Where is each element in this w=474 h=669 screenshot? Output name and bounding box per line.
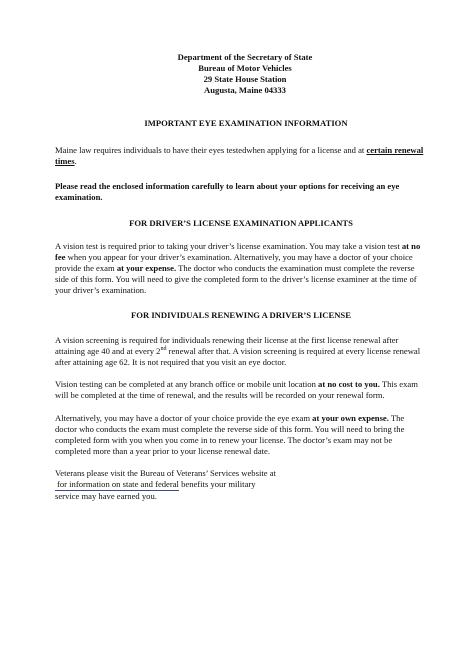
veterans-line-1: Veterans please visit the Bureau of Veterans’ Services website at bbox=[55, 468, 276, 478]
veterans-line-3: service may have earned you. bbox=[55, 491, 157, 501]
letterhead bbox=[63, 52, 427, 96]
renewal-times-text: certain renewal times bbox=[55, 145, 424, 166]
intro-paragraph bbox=[55, 145, 427, 167]
applicants-text-b: when you appear for your driver’s examination. Alternatively, you may have a doctor of your choice provide the exam bbox=[55, 252, 413, 273]
vision-testing-paragraph bbox=[55, 379, 427, 401]
notice-paragraph: Please read the enclosed information carefully to learn about your options for receiving an eye examination. bbox=[55, 181, 400, 202]
applicants-text-c: The doctor who conducts the examination must complete the reverse side of this form. You will need to give the completed form to the driver’s license examiner at the time of your driver’s examination. bbox=[55, 263, 417, 295]
own-expense-text: at your own expense. bbox=[312, 413, 389, 423]
header-bureau: Bureau of Motor Vehicles bbox=[198, 63, 292, 73]
document-page bbox=[55, 52, 427, 502]
section-title-renewing: FOR INDIVIDUALS RENEWING A DRIVER’S LICENSE bbox=[131, 310, 351, 320]
applicants-paragraph bbox=[55, 241, 427, 296]
doctor-text-a: Alternatively, you may have a doctor of your choice provide the eye exam bbox=[55, 413, 313, 423]
vision-text-b: This exam will be completed at the time of renewal, and the results will be recorded on your renewal form. bbox=[55, 379, 418, 400]
ordinal-suffix: nd bbox=[160, 346, 167, 353]
header-station: 29 State House Station bbox=[203, 74, 287, 84]
no-fee-text: at no fee bbox=[55, 241, 421, 262]
intro-text: Maine law requires individuals to have their eyes testedwhen applying for a license and at bbox=[55, 145, 367, 155]
no-cost-text: at no cost to you. bbox=[318, 379, 380, 389]
intro-period: . bbox=[74, 156, 77, 166]
doctor-text-b: The doctor who conducts the exam must complete the reverse side of this form. You will need to bring the completed form with you when you come in to renew your license. The doctor’s exam may not be completed more than a year prior to your license renewal date. bbox=[55, 413, 405, 456]
section-title-applicants: FOR DRIVER’S LICENSE EXAMINATION APPLICANTS bbox=[129, 218, 353, 228]
at-your-expense-text: at your expense. bbox=[116, 263, 177, 273]
veterans-paragraph bbox=[55, 468, 427, 502]
vision-text-a: Vision testing can be completed at any branch office or mobile unit location bbox=[55, 379, 319, 389]
renewal-text-a: A vision screening is required for individuals renewing their license at the first license renewal after attaining age 40 and at every 2 bbox=[55, 335, 399, 356]
renewal-text-b: renewal after that. A vision screening is required at every license renewal after attaining age 62. It is not required that you visit an eye doctor. bbox=[55, 346, 421, 367]
veterans-benefits-link[interactable]: for information on state and federal bbox=[57, 479, 179, 489]
doctor-exam-paragraph bbox=[55, 413, 427, 457]
veterans-line-2-rest: benefits your military bbox=[178, 479, 256, 489]
applicants-text-a: A vision test is required prior to taking your driver’s license examination. You may take a vision test bbox=[55, 241, 402, 251]
renewal-screening-paragraph bbox=[55, 335, 427, 368]
header-department: Department of the Secretary of State bbox=[177, 52, 313, 62]
document-title: IMPORTANT EYE EXAMINATION INFORMATION bbox=[144, 118, 348, 128]
header-city: Augusta, Maine 04333 bbox=[204, 85, 286, 95]
